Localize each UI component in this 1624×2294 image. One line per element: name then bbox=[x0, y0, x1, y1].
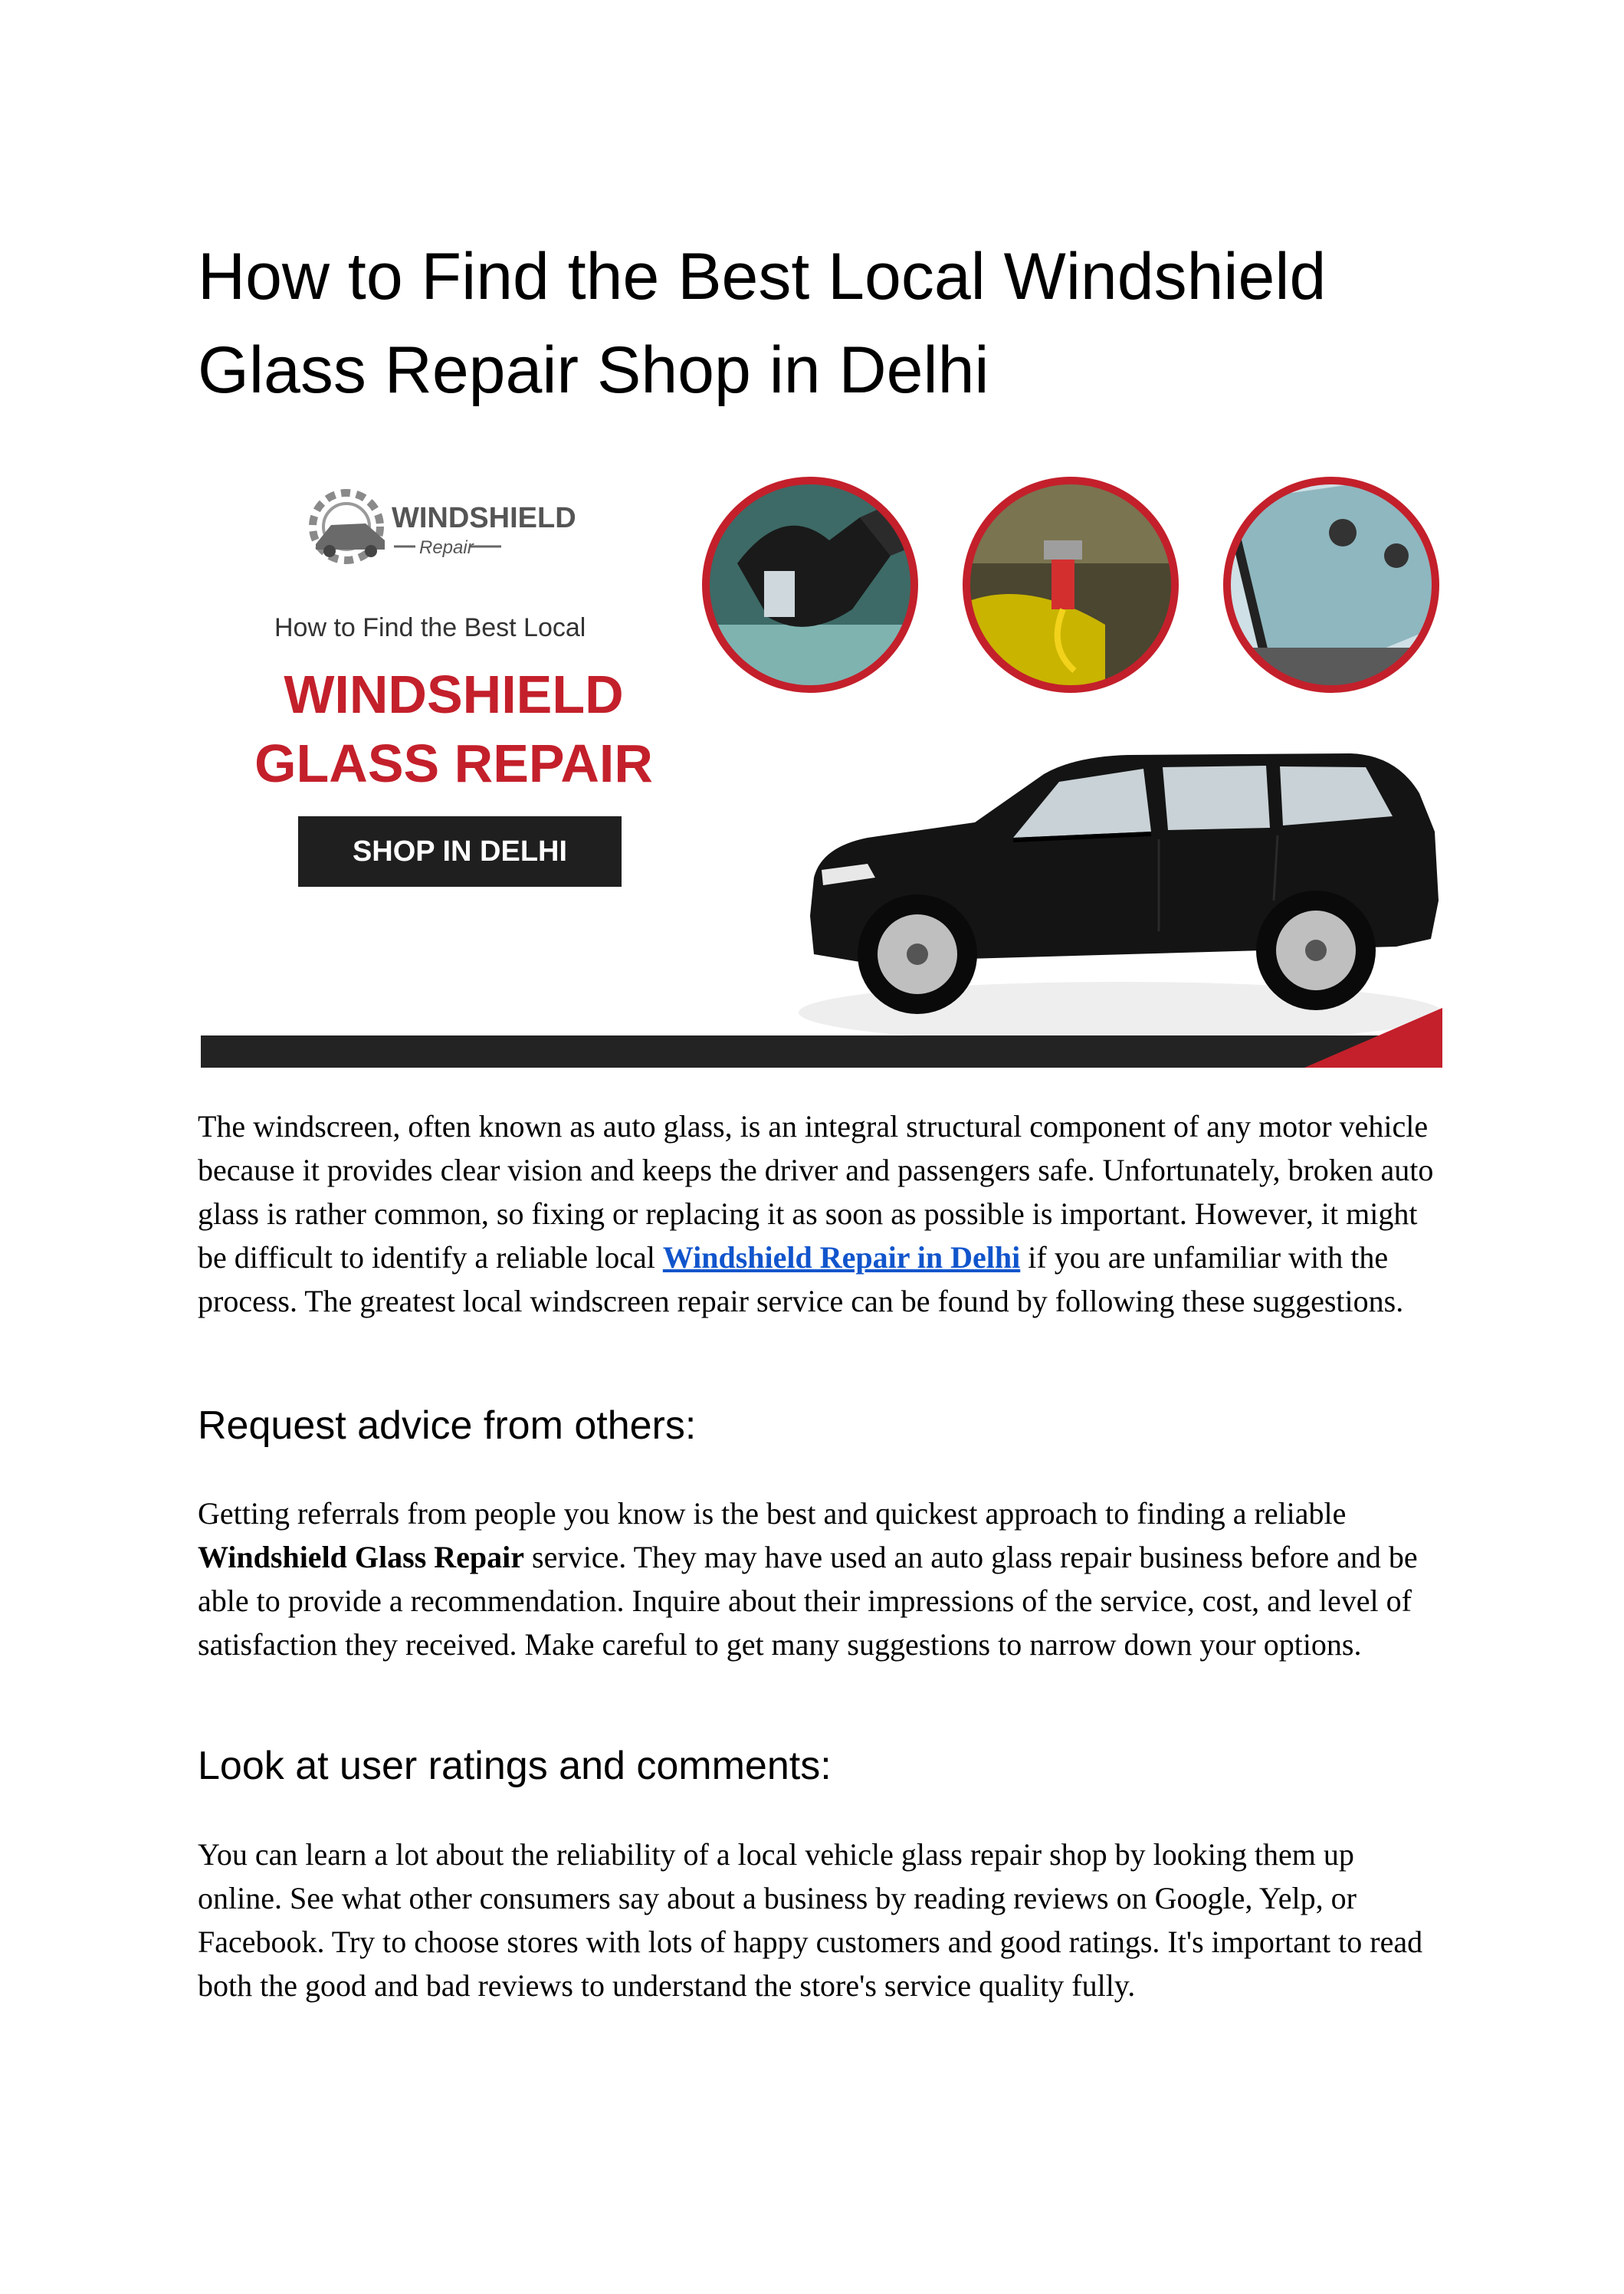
photo-glove-repair bbox=[699, 471, 929, 701]
section1-heading: Request advice from others: bbox=[198, 1403, 697, 1448]
banner-lead-text: How to Find the Best Local bbox=[274, 613, 586, 642]
hero-banner-image bbox=[201, 471, 1442, 1068]
intro-paragraph bbox=[198, 1104, 1439, 1323]
section1-bold: Windshield Glass Repair bbox=[198, 1540, 525, 1574]
photo-resin-injector bbox=[960, 471, 1189, 701]
intro-text-a: The windscreen, often known as auto glass, is an integral structural component of any motor vehicle because it provides clear vision and keeps the driver and passengers safe. Unfortunately, broken auto glass is rather common, so fixing or replacing it as soon as possible is important. However, it might be difficult to identify a reliable local bbox=[198, 1109, 1434, 1275]
black-suv-image bbox=[810, 753, 1439, 1014]
windshield-repair-delhi-link[interactable]: Windshield Repair in Delhi bbox=[662, 1240, 1021, 1275]
intro-text-b: if you are unfamiliar with the process. The greatest local windscreen repair service can be found by following these suggestions. bbox=[198, 1240, 1404, 1318]
banner-headline bbox=[224, 660, 684, 798]
logo-subtitle: Repair bbox=[419, 537, 474, 558]
section1-text-b: service. They may have used an auto glass repair business before and be able to provide a recommendation. Inquire about their impressions of the service, cost, and level of satisfaction they received. Make careful to get many suggestions to narrow down your options. bbox=[198, 1540, 1418, 1662]
logo-wordmark: WINDSHIELD bbox=[392, 502, 576, 534]
banner-headline-line2: GLASS REPAIR bbox=[254, 733, 653, 793]
section1-paragraph bbox=[198, 1492, 1439, 1666]
gear-car-logo-icon bbox=[313, 493, 385, 560]
section1-text-a: Getting referrals from people you know is the best and quickest approach to finding a reliable bbox=[198, 1496, 1347, 1531]
photo-windshield-install bbox=[1220, 471, 1442, 701]
page-title: How to Find the Best Local Windshield Glass Repair Shop in Delhi bbox=[198, 240, 1327, 407]
section2-heading: Look at user ratings and comments: bbox=[198, 1744, 832, 1788]
banner-bottom-bar bbox=[201, 1035, 1442, 1068]
banner-headline-line1: WINDSHIELD bbox=[284, 665, 624, 724]
section2-paragraph: You can learn a lot about the reliability of a local vehicle glass repair shop by looking them up online. See what other consumers say about a business by reading reviews on Google, Yelp, or Facebook. Try to choose stores with lots of happy customers and good ratings. It's important to read both the good and bad reviews to understand the store's service quality fully. bbox=[198, 1837, 1423, 2003]
shop-in-delhi-label: SHOP IN DELHI bbox=[298, 816, 622, 887]
